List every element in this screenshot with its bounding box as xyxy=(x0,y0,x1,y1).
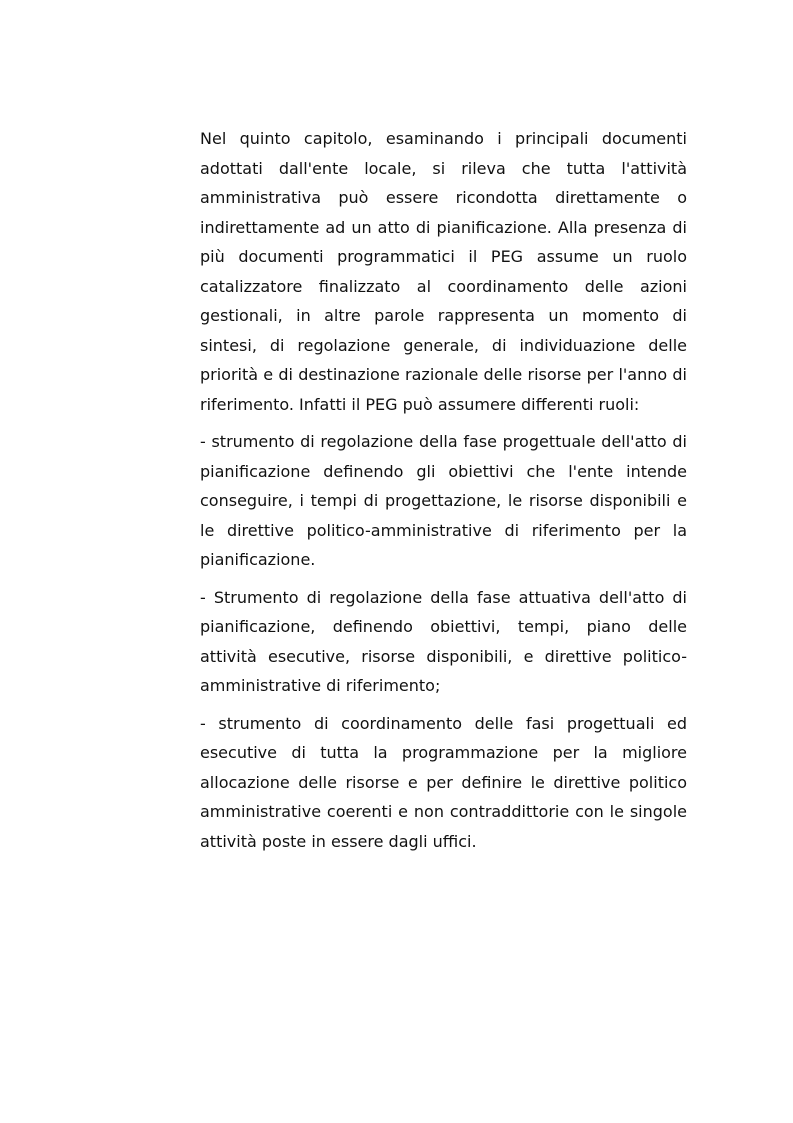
paragraph-role-implementation: - Strumento di regolazione della fase attuativa dell'atto di pianificazione, definendo obiettivi, tempi, piano delle attività esecutive, risorse disponibili, e direttive politico-amministrative di riferimento; xyxy=(200,587,687,695)
paragraph-role-coordination: - strumento di coordinamento delle fasi progettuali ed esecutive di tutta la programmazione per la migliore allocazione delle risorse e per definire le direttive politico amministrative coerenti e non contraddittorie con le singole attività poste in essere dagli uffici. xyxy=(200,713,687,851)
document-body xyxy=(200,124,687,864)
paragraph-intro: Nel quinto capitolo, esaminando i principali documenti adottati dall'ente locale, si rileva che tutta l'attività amministrativa può essere ricondotta direttamente o indirettamente ad un atto di pianificazione. Alla presenza di più documenti programmatici il PEG assume un ruolo catalizzatore finalizzato al coordinamento delle azioni gestionali, in altre parole rappresenta un momento di sintesi, di regolazione generale, di individuazione delle priorità e di destinazione razionale delle risorse per l'anno di riferimento. Infatti il PEG può assumere differenti ruoli: xyxy=(200,129,687,414)
paragraph-role-design: - strumento di regolazione della fase progettuale dell'atto di pianificazione definendo gli obiettivi che l'ente intende conseguire, i tempi di progettazione, le risorse disponibili e le direttive politico-amministrative di riferimento per la pianificazione. xyxy=(200,432,687,569)
